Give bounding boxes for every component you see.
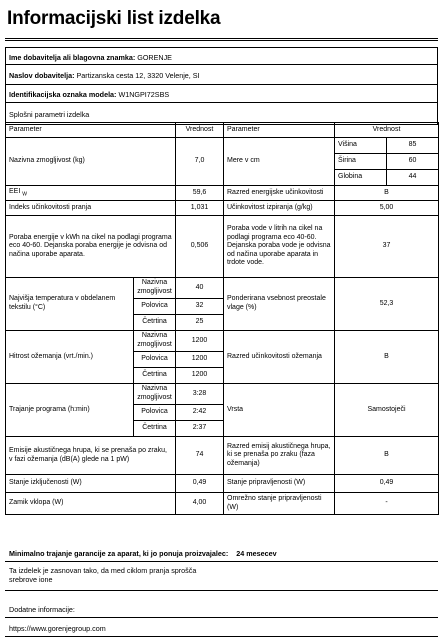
type-label: Vrsta: [224, 384, 335, 437]
divider: [5, 84, 438, 85]
duration-value-half: 2:42: [176, 405, 224, 421]
eei-subscript: W: [22, 190, 27, 197]
duration-sub-quarter: Četrtina: [134, 421, 176, 437]
spin-sub-quarter: Četrtina: [134, 368, 176, 384]
standby-label: Stanje pripravljenosti (W): [224, 475, 335, 493]
section-title: Splošni parametri izdelka: [9, 110, 90, 119]
energy-class-value: B: [335, 186, 439, 201]
warranty-label: Minimalno trajanje garancije za aparat, ki jo ponuja proizvajalec:: [9, 549, 229, 558]
additional-info-label: Dodatne informacije:: [9, 605, 75, 614]
noise-label: Emisije akustičnega hrupa, ki se prenaša po zraku, v fazi ožemanja (dB(A) glede na 1 pW): [6, 437, 176, 475]
spin-label: Hitrost ožemanja (vrt./min.): [6, 331, 134, 384]
divider: [5, 40, 438, 41]
table-header-row: [6, 123, 439, 138]
divider: [5, 590, 438, 591]
table-row: [6, 138, 439, 154]
table-row: [6, 493, 439, 515]
supplier-value: GORENJE: [137, 53, 172, 62]
page-title: Informacijski list izdelka: [7, 8, 221, 29]
address-label: Naslov dobavitelja:: [9, 71, 75, 80]
silver-ions-note: Ta izdelek je zasnovan tako, da med ciklom pranja sprošča srebrove ione: [9, 566, 197, 584]
width-label: Širina: [335, 154, 387, 170]
moisture-label: Ponderirana vsebnost preostale vlage (%): [224, 278, 335, 331]
delay-label: Zamik vklopa (W): [6, 493, 176, 515]
temp-label: Najvišja temperatura v obdelanem tekstilu (°C): [6, 278, 134, 331]
address-value: Partizanska cesta 12, 3320 Velenje, SI: [76, 71, 200, 80]
noise-value: 74: [176, 437, 224, 475]
depth-value: 44: [387, 170, 439, 186]
standby-value: 0,49: [335, 475, 439, 493]
divider: [5, 64, 438, 65]
duration-value-quarter: 2:37: [176, 421, 224, 437]
spin-class-label: Razred učinkovitosti ožemanja: [224, 331, 335, 384]
wash-index-label: Indeks učinkovitosti pranja: [6, 201, 176, 216]
capacity-value: 7,0: [176, 138, 224, 186]
temp-sub-quarter: Četrtina: [134, 315, 176, 331]
model-label: Identifikacijska oznaka modela:: [9, 90, 117, 99]
water-use-label: Poraba vode v litrih na cikel na podlagi programa eco 40-60. Dejanska poraba vode je odvisna od načina uporabe aparata in trdote vode.: [224, 216, 335, 278]
divider: [5, 102, 438, 103]
supplier-label: Ime dobavitelja ali blagovna znamka:: [9, 53, 136, 62]
spin-value-half: 1200: [176, 352, 224, 368]
noise-class-label: Razred emisij akustičnega hrupa, ki se prenaša po zraku (faza ožemanja): [224, 437, 335, 475]
table-row: [6, 475, 439, 493]
height-value: 85: [387, 138, 439, 154]
eei-label: [6, 186, 176, 201]
model-value: W1NGPI72SBS: [118, 90, 170, 99]
spin-sub-rated: Nazivna zmogljivost: [134, 331, 176, 352]
temp-value-rated: 40: [176, 278, 224, 299]
networked-value: -: [335, 493, 439, 515]
moisture-value: 52,3: [335, 278, 439, 331]
dims-label: Mere v cm: [224, 138, 335, 186]
energy-use-value: 0,506: [176, 216, 224, 278]
energy-use-label: Poraba energije v kWh na cikel na podlagi programa eco 40-60. Dejanska poraba energije je odvisna od načina uporabe aparata.: [6, 216, 176, 278]
temp-value-quarter: 25: [176, 315, 224, 331]
value-header: Vrednost: [335, 123, 439, 138]
off-mode-label: Stanje izključenosti (W): [6, 475, 176, 493]
value-header: Vrednost: [176, 123, 224, 138]
model-row: [9, 90, 442, 99]
capacity-label: Nazivna zmogljivost (kg): [6, 138, 176, 186]
param-header: Parameter: [224, 123, 335, 138]
type-value: Samostoječi: [335, 384, 439, 437]
table-row: [6, 278, 439, 299]
depth-label: Globina: [335, 170, 387, 186]
address-row: [9, 71, 442, 80]
spin-value-rated: 1200: [176, 331, 224, 352]
noise-class-value: B: [335, 437, 439, 475]
eei-value: 59,6: [176, 186, 224, 201]
spin-sub-half: Polovica: [134, 352, 176, 368]
networked-label: Omrežno stanje pripravljenosti (W): [224, 493, 335, 515]
duration-sub-rated: Nazivna zmogljivost: [134, 384, 176, 405]
off-mode-value: 0,49: [176, 475, 224, 493]
water-use-value: 37: [335, 216, 439, 278]
table-row: [6, 384, 439, 405]
temp-sub-rated: Nazivna zmogljivost: [134, 278, 176, 299]
table-row: [6, 201, 439, 216]
rinse-value: 5,00: [335, 201, 439, 216]
wash-index-value: 1,031: [176, 201, 224, 216]
divider: [5, 636, 438, 637]
spin-class-value: B: [335, 331, 439, 384]
supplier-row: [9, 53, 442, 62]
duration-sub-half: Polovica: [134, 405, 176, 421]
param-header: Parameter: [6, 123, 176, 138]
spin-value-quarter: 1200: [176, 368, 224, 384]
duration-label: Trajanje programa (h:min): [6, 384, 134, 437]
temp-value-half: 32: [176, 299, 224, 315]
manufacturer-url[interactable]: https://www.gorenjegroup.com: [9, 624, 106, 633]
warranty-value: 24 mesecev: [236, 549, 277, 558]
temp-sub-half: Polovica: [134, 299, 176, 315]
delay-value: 4,00: [176, 493, 224, 515]
eei-text: EEI: [9, 187, 21, 195]
table-row: [6, 437, 439, 475]
rinse-label: Učinkovitost izpiranja (g/kg): [224, 201, 335, 216]
table-row: [6, 331, 439, 352]
divider: [5, 617, 438, 618]
divider: [5, 561, 438, 562]
width-value: 60: [387, 154, 439, 170]
divider: [5, 38, 438, 39]
energy-class-label: Razred energijske učinkovitosti: [224, 186, 335, 201]
parameters-table: [5, 122, 439, 515]
duration-value-rated: 3:28: [176, 384, 224, 405]
table-row: [6, 216, 439, 278]
height-label: Višina: [335, 138, 387, 154]
table-row: [6, 186, 439, 201]
warranty-row: [9, 549, 442, 558]
